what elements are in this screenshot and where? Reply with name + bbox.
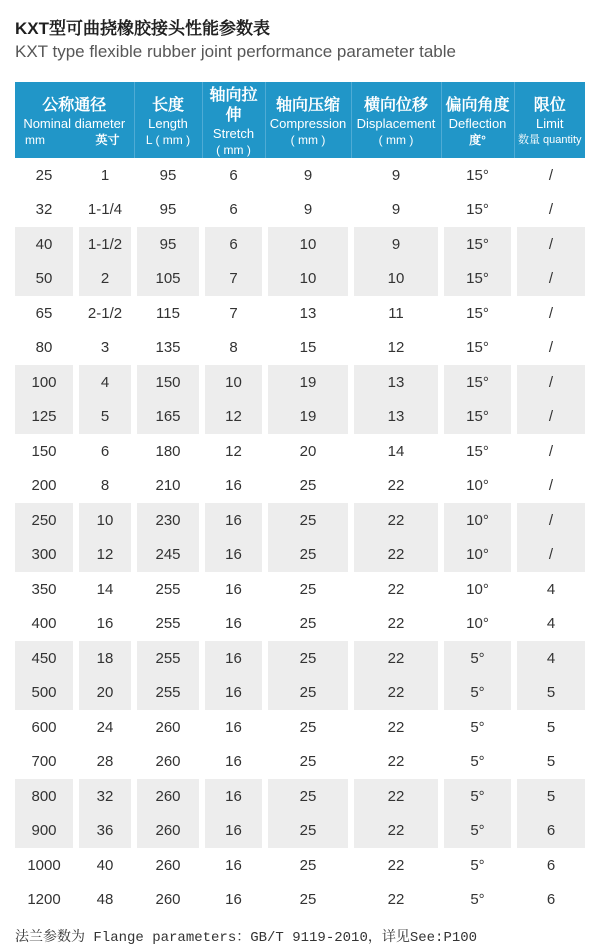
table-cell: 16 — [202, 779, 265, 814]
table-cell: 65 — [15, 296, 76, 331]
table-cell: 22 — [351, 710, 441, 745]
table-row — [15, 331, 585, 366]
table-cell: 25 — [265, 607, 351, 642]
table-cell: 700 — [15, 745, 76, 780]
table-cell: 25 — [265, 641, 351, 676]
table-cell: 16 — [202, 814, 265, 849]
table-cell: 32 — [15, 193, 76, 228]
table-cell: 22 — [351, 469, 441, 504]
table-cell: 4 — [514, 572, 585, 607]
table-cell: 16 — [202, 607, 265, 642]
table-cell: 22 — [351, 676, 441, 711]
table-cell: 1-1/4 — [76, 193, 134, 228]
table-cell: 16 — [202, 503, 265, 538]
table-cell: 25 — [15, 158, 76, 193]
header-en-label: Stretch — [212, 126, 255, 141]
table-cell: 25 — [265, 814, 351, 849]
header-row — [15, 82, 585, 158]
table-row — [15, 469, 585, 504]
table-cell: 5 — [514, 676, 585, 711]
table-cell: 2-1/2 — [76, 296, 134, 331]
table-cell: 5 — [514, 710, 585, 745]
table-cell: 24 — [76, 710, 134, 745]
table-cell: / — [514, 227, 585, 262]
table-row — [15, 262, 585, 297]
table-cell: 95 — [134, 227, 202, 262]
table-cell: 9 — [265, 158, 351, 193]
table-cell: 80 — [15, 331, 76, 366]
table-cell: 25 — [265, 538, 351, 573]
header-zh-label: 横向位移 — [363, 97, 428, 114]
table-cell: 165 — [134, 400, 202, 435]
table-cell: 16 — [202, 883, 265, 918]
table-cell: 5 — [514, 745, 585, 780]
table-cell: 260 — [134, 814, 202, 849]
table-cell: 25 — [265, 572, 351, 607]
table-cell: / — [514, 469, 585, 504]
table-cell: 5° — [441, 848, 514, 883]
table-cell: / — [514, 434, 585, 469]
header-unit-label: L ( mm ) — [145, 133, 191, 147]
table-row — [15, 883, 585, 918]
table-cell: 11 — [351, 296, 441, 331]
table-cell: 22 — [351, 848, 441, 883]
table-cell: 350 — [15, 572, 76, 607]
table-row — [15, 676, 585, 711]
table-row — [15, 572, 585, 607]
table-cell: 40 — [15, 227, 76, 262]
table-row — [15, 538, 585, 573]
table-cell: / — [514, 262, 585, 297]
table-cell: 6 — [202, 227, 265, 262]
table-cell: 10 — [76, 503, 134, 538]
table-cell: 5 — [76, 400, 134, 435]
header-en-label: Deflection — [448, 116, 507, 131]
table-cell: 25 — [265, 469, 351, 504]
table-row — [15, 641, 585, 676]
table-cell: 25 — [265, 848, 351, 883]
column-header-stretch — [202, 82, 265, 158]
table-cell: 25 — [265, 710, 351, 745]
header-en-label: Limit — [536, 116, 564, 131]
table-cell: 5° — [441, 676, 514, 711]
table-cell: 2 — [76, 262, 134, 297]
table-cell: 15° — [441, 400, 514, 435]
table-cell: 4 — [514, 607, 585, 642]
table-cell: 22 — [351, 607, 441, 642]
table-row — [15, 779, 585, 814]
table-cell: 16 — [202, 572, 265, 607]
table-cell: 5° — [441, 883, 514, 918]
table-row — [15, 400, 585, 435]
table-cell: 260 — [134, 710, 202, 745]
table-cell: 115 — [134, 296, 202, 331]
header-en-label: Displacement — [356, 116, 436, 131]
table-cell: 260 — [134, 883, 202, 918]
table-cell: 255 — [134, 641, 202, 676]
table-cell: 7 — [202, 262, 265, 297]
table-cell: 450 — [15, 641, 76, 676]
table-cell: 25 — [265, 676, 351, 711]
table-cell: 245 — [134, 538, 202, 573]
table-row — [15, 710, 585, 745]
table-cell: 3 — [76, 331, 134, 366]
table-cell: 12 — [76, 538, 134, 573]
table-cell: 100 — [15, 365, 76, 400]
table-cell: 48 — [76, 883, 134, 918]
table-cell: 19 — [265, 400, 351, 435]
table-cell: 5° — [441, 641, 514, 676]
table-cell: 800 — [15, 779, 76, 814]
table-cell: 7 — [202, 296, 265, 331]
table-cell: 1000 — [15, 848, 76, 883]
table-cell: 22 — [351, 641, 441, 676]
table-cell: 10 — [202, 365, 265, 400]
table-cell: 16 — [202, 710, 265, 745]
table-cell: 1 — [76, 158, 134, 193]
table-cell: 95 — [134, 193, 202, 228]
table-cell: 900 — [15, 814, 76, 849]
table-cell: 255 — [134, 572, 202, 607]
column-header-length — [134, 82, 202, 158]
page-title-zh: KXT型可曲挠橡胶接头性能参数表 — [15, 19, 270, 38]
table-row — [15, 193, 585, 228]
table-cell: 50 — [15, 262, 76, 297]
table-cell: 6 — [514, 883, 585, 918]
table-cell: 10° — [441, 538, 514, 573]
table-cell: 300 — [15, 538, 76, 573]
table-row — [15, 365, 585, 400]
table-cell: 20 — [265, 434, 351, 469]
header-zh-label: 轴向压缩 — [275, 97, 340, 114]
table-cell: 95 — [134, 158, 202, 193]
table-cell: 20 — [76, 676, 134, 711]
table-cell: 16 — [202, 676, 265, 711]
unit-mm-label: mm — [25, 133, 45, 147]
header-unit-label: ( mm ) — [290, 133, 326, 147]
table-cell: 13 — [351, 365, 441, 400]
table-cell: 105 — [134, 262, 202, 297]
table-cell: 15° — [441, 158, 514, 193]
table-cell: 6 — [202, 193, 265, 228]
table-cell: 6 — [76, 434, 134, 469]
table-cell: 200 — [15, 469, 76, 504]
table-cell: 22 — [351, 538, 441, 573]
table-row — [15, 434, 585, 469]
table-cell: 15° — [441, 434, 514, 469]
unit-inch-label: 英寸 — [95, 133, 120, 147]
table-cell: 22 — [351, 503, 441, 538]
table-cell: 22 — [351, 745, 441, 780]
column-header-nominal-diameter — [15, 82, 134, 158]
table-row — [15, 848, 585, 883]
table-cell: 400 — [15, 607, 76, 642]
table-cell: 260 — [134, 848, 202, 883]
table-cell: 10 — [265, 227, 351, 262]
table-cell: 25 — [265, 883, 351, 918]
table-cell: 600 — [15, 710, 76, 745]
header-zh-label: 限位 — [533, 97, 566, 114]
table-cell: 13 — [265, 296, 351, 331]
table-cell: / — [514, 331, 585, 366]
table-cell: 16 — [202, 469, 265, 504]
table-cell: 6 — [202, 158, 265, 193]
table-cell: 5° — [441, 814, 514, 849]
column-header-compression — [265, 82, 351, 158]
table-cell: 5 — [514, 779, 585, 814]
table-cell: 14 — [351, 434, 441, 469]
table-cell: 16 — [202, 641, 265, 676]
table-cell: 15° — [441, 262, 514, 297]
header-unit-row — [15, 132, 134, 148]
header-zh-label: 长度 — [151, 97, 184, 114]
table-cell: 10 — [265, 262, 351, 297]
table-cell: 125 — [15, 400, 76, 435]
table-cell: 260 — [134, 745, 202, 780]
table-cell: 15 — [265, 331, 351, 366]
header-unit-label: 度° — [469, 133, 486, 147]
table-cell: 150 — [134, 365, 202, 400]
table-row — [15, 227, 585, 262]
table-cell: 150 — [15, 434, 76, 469]
parameter-table — [15, 82, 585, 917]
table-cell: 8 — [202, 331, 265, 366]
table-cell: 230 — [134, 503, 202, 538]
header-zh-label: 偏向角度 — [445, 97, 510, 114]
header-zh-label: 公称通径 — [42, 97, 107, 114]
table-cell: 12 — [202, 434, 265, 469]
column-header-deflection — [441, 82, 514, 158]
table-cell: 25 — [265, 745, 351, 780]
table-cell: 10° — [441, 469, 514, 504]
table-cell: 260 — [134, 779, 202, 814]
table-cell: 40 — [76, 848, 134, 883]
table-cell: 16 — [202, 745, 265, 780]
table-cell: 15° — [441, 193, 514, 228]
table-cell: 22 — [351, 883, 441, 918]
table-row — [15, 745, 585, 780]
table-cell: 4 — [514, 641, 585, 676]
table-cell: 16 — [76, 607, 134, 642]
header-en-label: Compression — [269, 116, 347, 131]
table-cell: 32 — [76, 779, 134, 814]
table-cell: 10° — [441, 607, 514, 642]
table-cell: 10 — [351, 262, 441, 297]
table-cell: 28 — [76, 745, 134, 780]
table-cell: 12 — [351, 331, 441, 366]
table-cell: 15° — [441, 365, 514, 400]
table-cell: 1-1/2 — [76, 227, 134, 262]
table-cell: 6 — [514, 814, 585, 849]
table-cell: 18 — [76, 641, 134, 676]
table-cell: 5° — [441, 710, 514, 745]
table-cell: 255 — [134, 607, 202, 642]
table-cell: 5° — [441, 745, 514, 780]
table-cell: / — [514, 503, 585, 538]
table-cell: 19 — [265, 365, 351, 400]
header-unit-label: 数量 quantity — [517, 134, 582, 146]
page-title-en: KXT type flexible rubber joint performance parameter table — [15, 42, 456, 61]
table-cell: 500 — [15, 676, 76, 711]
table-cell: 4 — [76, 365, 134, 400]
column-header-displacement — [351, 82, 441, 158]
table-cell: / — [514, 193, 585, 228]
header-unit-label: ( mm ) — [378, 133, 414, 147]
table-cell: 9 — [351, 193, 441, 228]
table-row — [15, 296, 585, 331]
table-cell: / — [514, 400, 585, 435]
table-cell: 14 — [76, 572, 134, 607]
table-cell: 9 — [351, 227, 441, 262]
table-cell: 22 — [351, 814, 441, 849]
table-cell: 16 — [202, 538, 265, 573]
header-zh-label: 轴向拉伸 — [209, 87, 258, 124]
table-cell: 9 — [351, 158, 441, 193]
table-cell: 255 — [134, 676, 202, 711]
table-cell: 15° — [441, 331, 514, 366]
table-cell: 250 — [15, 503, 76, 538]
table-cell: 1200 — [15, 883, 76, 918]
table-cell: 10° — [441, 503, 514, 538]
table-cell: / — [514, 158, 585, 193]
table-cell: 22 — [351, 779, 441, 814]
table-cell: 9 — [265, 193, 351, 228]
table-cell: / — [514, 296, 585, 331]
table-cell: / — [514, 538, 585, 573]
table-cell: 25 — [265, 503, 351, 538]
table-cell: 135 — [134, 331, 202, 366]
table-cell: 12 — [202, 400, 265, 435]
table-cell: 8 — [76, 469, 134, 504]
table-body — [15, 158, 585, 917]
table-row — [15, 158, 585, 193]
table-cell: 6 — [514, 848, 585, 883]
table-cell: 25 — [265, 779, 351, 814]
table-cell: 22 — [351, 572, 441, 607]
table-cell: 210 — [134, 469, 202, 504]
table-cell: 13 — [351, 400, 441, 435]
column-header-limit — [514, 82, 585, 158]
table-cell: 16 — [202, 848, 265, 883]
header-en-label: Length — [148, 116, 188, 131]
table-cell: 180 — [134, 434, 202, 469]
table-header — [15, 82, 585, 158]
table-cell: 36 — [76, 814, 134, 849]
footer-note: 法兰参数为 Flange parameters：GB/T 9119-2010，详见See:P100 — [15, 930, 478, 946]
table-cell: 5° — [441, 779, 514, 814]
header-unit-label: ( mm ) — [216, 143, 251, 157]
header-en-label: Nominal diameter — [23, 116, 126, 131]
table-cell: / — [514, 365, 585, 400]
table-cell: 15° — [441, 296, 514, 331]
table-cell: 15° — [441, 227, 514, 262]
table-row — [15, 607, 585, 642]
table-cell: 10° — [441, 572, 514, 607]
table-row — [15, 503, 585, 538]
table-row — [15, 814, 585, 849]
